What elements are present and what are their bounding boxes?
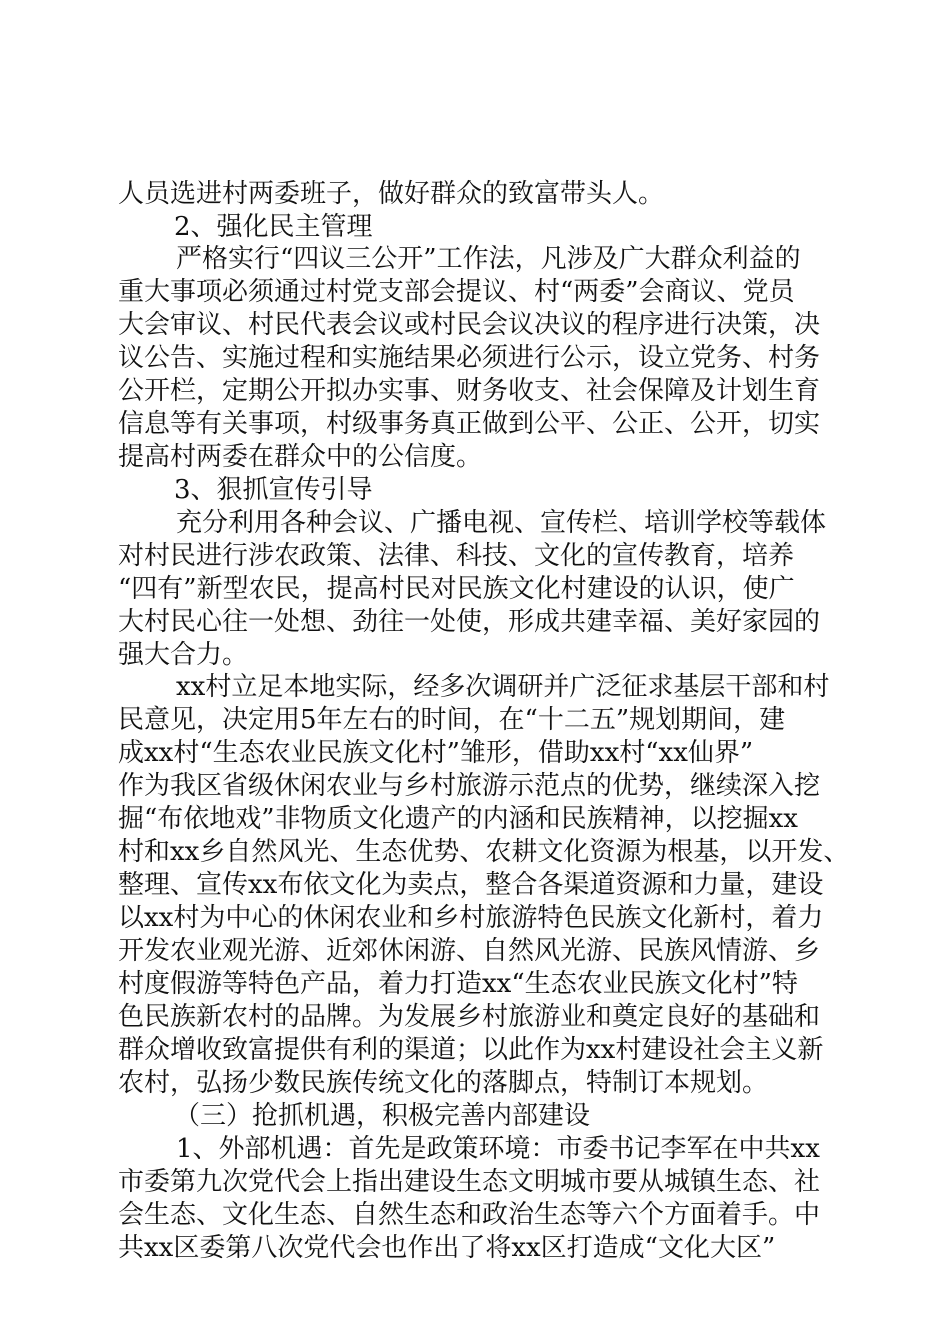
text-line-content: 市委第九次党代会上指出建设生态文明城市要从城镇生态、社 <box>118 1167 821 1197</box>
text-line-content: 严格实行“四议三公开”工作法，凡涉及广大群众利益的 <box>176 244 801 274</box>
text-line-content: 重大事项必须通过村党支部会提议、村“两委”会商议、党员 <box>118 277 795 307</box>
text-line-content: 对村民进行涉农政策、法律、科技、文化的宣传教育，培养 <box>118 541 795 571</box>
text-line-content: “四有”新型农民，提高村民对民族文化村建设的认识，使广 <box>118 574 795 604</box>
text-line-content: 1、外部机遇：首先是政策环境：市委书记李军在中共xx <box>176 1134 820 1164</box>
text-line-content: 村度假游等特色产品，着力打造xx“生态农业民族文化村”特 <box>118 969 798 999</box>
text-line-content: 开发农业观光游、近郊休闲游、自然风光游、民族风情游、乡 <box>118 936 821 966</box>
text-line-content: 信息等有关事项，村级事务真正做到公平、公正、公开，切实 <box>118 409 821 439</box>
text-line-content: 群众增收致富提供有利的渠道；以此作为xx村建设社会主义新 <box>118 1035 824 1065</box>
text-line-content: 村和xx乡自然风光、生态优势、农耕文化资源为根基，以开发、 <box>118 837 850 867</box>
text-line <box>0 1229 950 1267</box>
text-line-content: 提高村两委在群众中的公信度。 <box>118 442 483 472</box>
section-heading-text: 2、强化民主管理 <box>174 212 373 242</box>
text-line-content: 会生态、文化生态、自然生态和政治生态等六个方面着手。中 <box>118 1200 821 1230</box>
text-line-content: 大会审议、村民代表会议或村民会议决议的程序进行决策，决 <box>118 310 821 340</box>
text-line-content: 民意见，决定用5年左右的时间，在“十二五”规划期间，建 <box>118 705 786 735</box>
text-line-content: 作为我区省级休闲农业与乡村旅游示范点的优势，继续深入挖 <box>118 771 821 801</box>
text-line-content: 以xx村为中心的休闲农业和乡村旅游特色民族文化新村，着力 <box>118 903 824 933</box>
text-line-content: xx村立足本地实际，经多次调研并广泛征求基层干部和村 <box>176 672 830 702</box>
text-line-content: 掘“布依地戏”非物质文化遗产的内涵和民族精神，以挖掘xx <box>118 804 798 834</box>
text-line-content: 大村民心往一处想、劲往一处使，形成共建幸福、美好家园的 <box>118 607 821 637</box>
text-line-content: 充分利用各种会议、广播电视、宣传栏、培训学校等载体 <box>176 508 827 538</box>
text-line-content: 人员选进村两委班子，做好群众的致富带头人。 <box>118 179 665 209</box>
section-heading-text: 3、狠抓宣传引导 <box>174 475 373 505</box>
text-line-content: 共xx区委第八次党代会也作出了将xx区打造成“文化大区” <box>118 1233 776 1263</box>
text-line-content: 议公告、实施过程和实施结果必须进行公示，设立党务、村务 <box>118 343 821 373</box>
text-line-content: 公开栏，定期公开拟办实事、财务收支、社会保障及计划生育 <box>118 376 821 406</box>
text-line-content: 整理、宣传xx布依文化为卖点，整合各渠道资源和力量，建设 <box>118 870 824 900</box>
text-line-content: 成xx村“生态农业民族文化村”雏形，借助xx村“xx仙界” <box>118 738 754 768</box>
text-line-content: 强大合力。 <box>118 640 249 670</box>
text-line-content: 农村，弘扬少数民族传统文化的落脚点，特制订本规划。 <box>118 1068 769 1098</box>
text-line-content: 色民族新农村的品牌。为发展乡村旅游业和奠定良好的基础和 <box>118 1002 821 1032</box>
section-heading-text: （三）抢抓机遇，积极完善内部建设 <box>174 1101 591 1131</box>
